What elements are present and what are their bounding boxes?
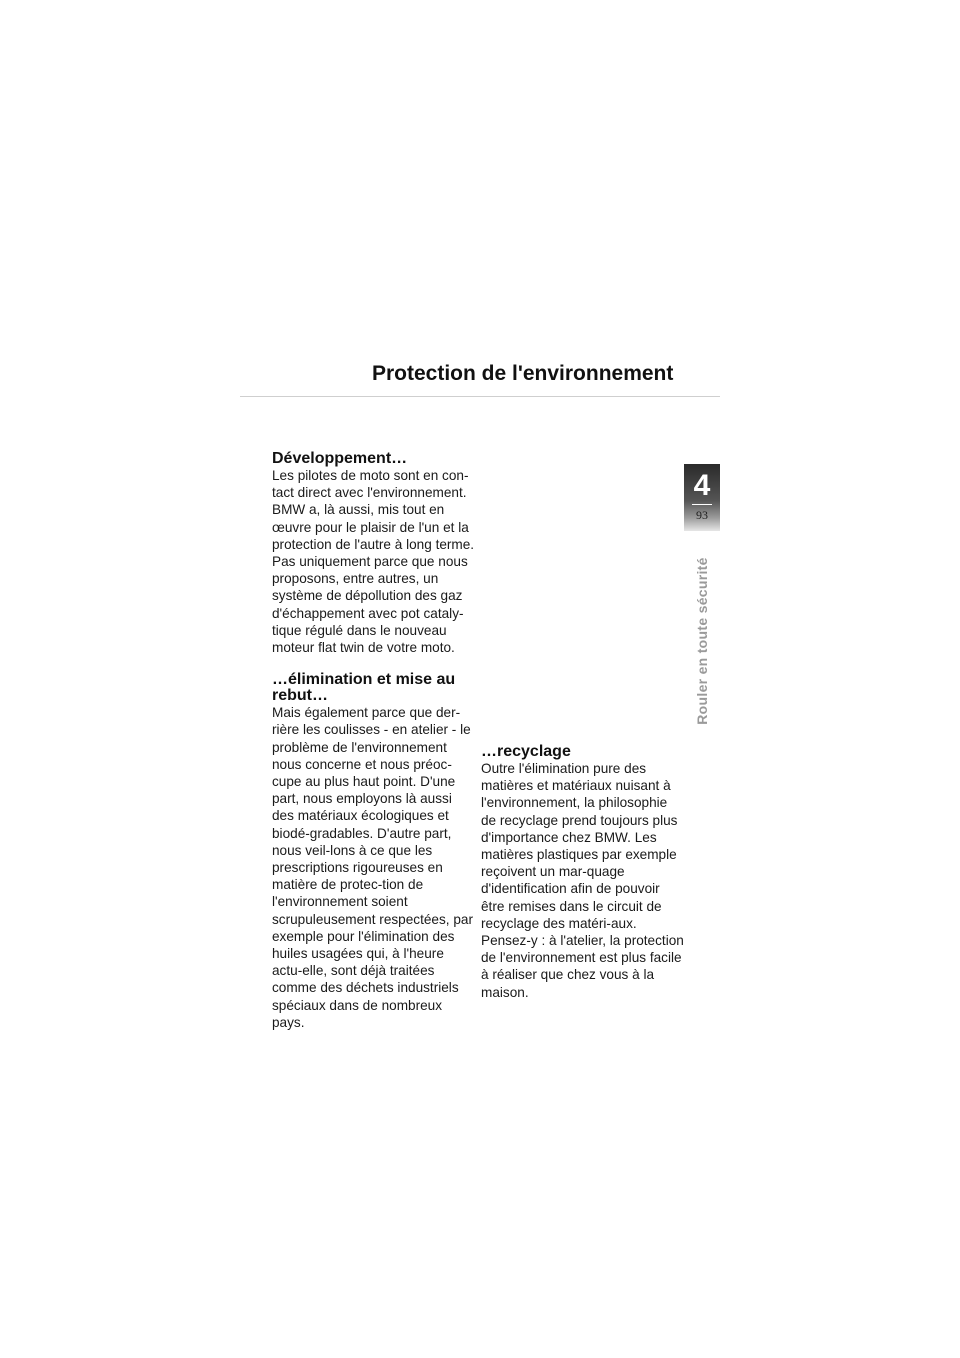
page-title: Protection de l'environnement xyxy=(372,362,674,385)
chapter-divider xyxy=(692,504,712,505)
right-column xyxy=(481,744,686,1017)
section-heading-development: Développement… xyxy=(272,450,408,467)
chapter-tab xyxy=(684,464,720,531)
side-chapter-label: Rouler en toute sécurité xyxy=(694,557,710,725)
section-text-recycling: Outre l'élimination pure des matières et matériaux nuisant à l'environnement, la philosophie de recyclage prend toujours plus d'importance chez BMW. Les matières plastiques par exemple reçoivent un mar-quage d'identification afin de pouvoir être remises dans le circuit de recyclage des matéri-aux. Pensez-y : à l'atelier, la protection de l'environnement est plus facile à réaliser que chez vous à la maison. xyxy=(481,761,684,1000)
section-heading-disposal: …élimination et mise au rebut… xyxy=(272,671,456,705)
section-text-development: Les pilotes de moto sont en con-tact direct avec l'environnement. BMW a, là aussi, mis tout en œuvre pour le plaisir de l'un et la protection de l'autre à long terme. Pas uniquement parce que nous proposons, entre autres, un système de dépollution des gaz d'échappement avec pot cataly-tique régulé dans le nouveau moteur flat twin de votre moto. xyxy=(272,468,475,656)
chapter-number: 4 xyxy=(693,469,711,502)
title-divider xyxy=(240,396,720,397)
section-text-disposal: Mais également parce que der-rière les coulisses - en atelier - le problème de l'environnement nous concerne et nous préoc-cupe au plus haut point. D'une part, nous employons là aussi des matériaux écologiques et biodé-gradables. D'autre part, nous veil-lons à ce que les prescriptions rigoureuses en matière de protec-tion de l'environnement soient scrupuleusement respectées, par exemple pour l'élimination des huiles usagées qui, à l'heure actu-elle, sont déjà traitées comme des déchets industriels spéciaux dans de nombreux pays. xyxy=(272,705,473,1030)
section-recycling xyxy=(481,744,686,1001)
page-number: 93 xyxy=(696,508,708,522)
left-column xyxy=(272,451,476,1047)
section-heading-recycling: …recyclage xyxy=(481,743,571,760)
section-disposal xyxy=(272,672,476,1031)
section-development xyxy=(272,451,476,656)
